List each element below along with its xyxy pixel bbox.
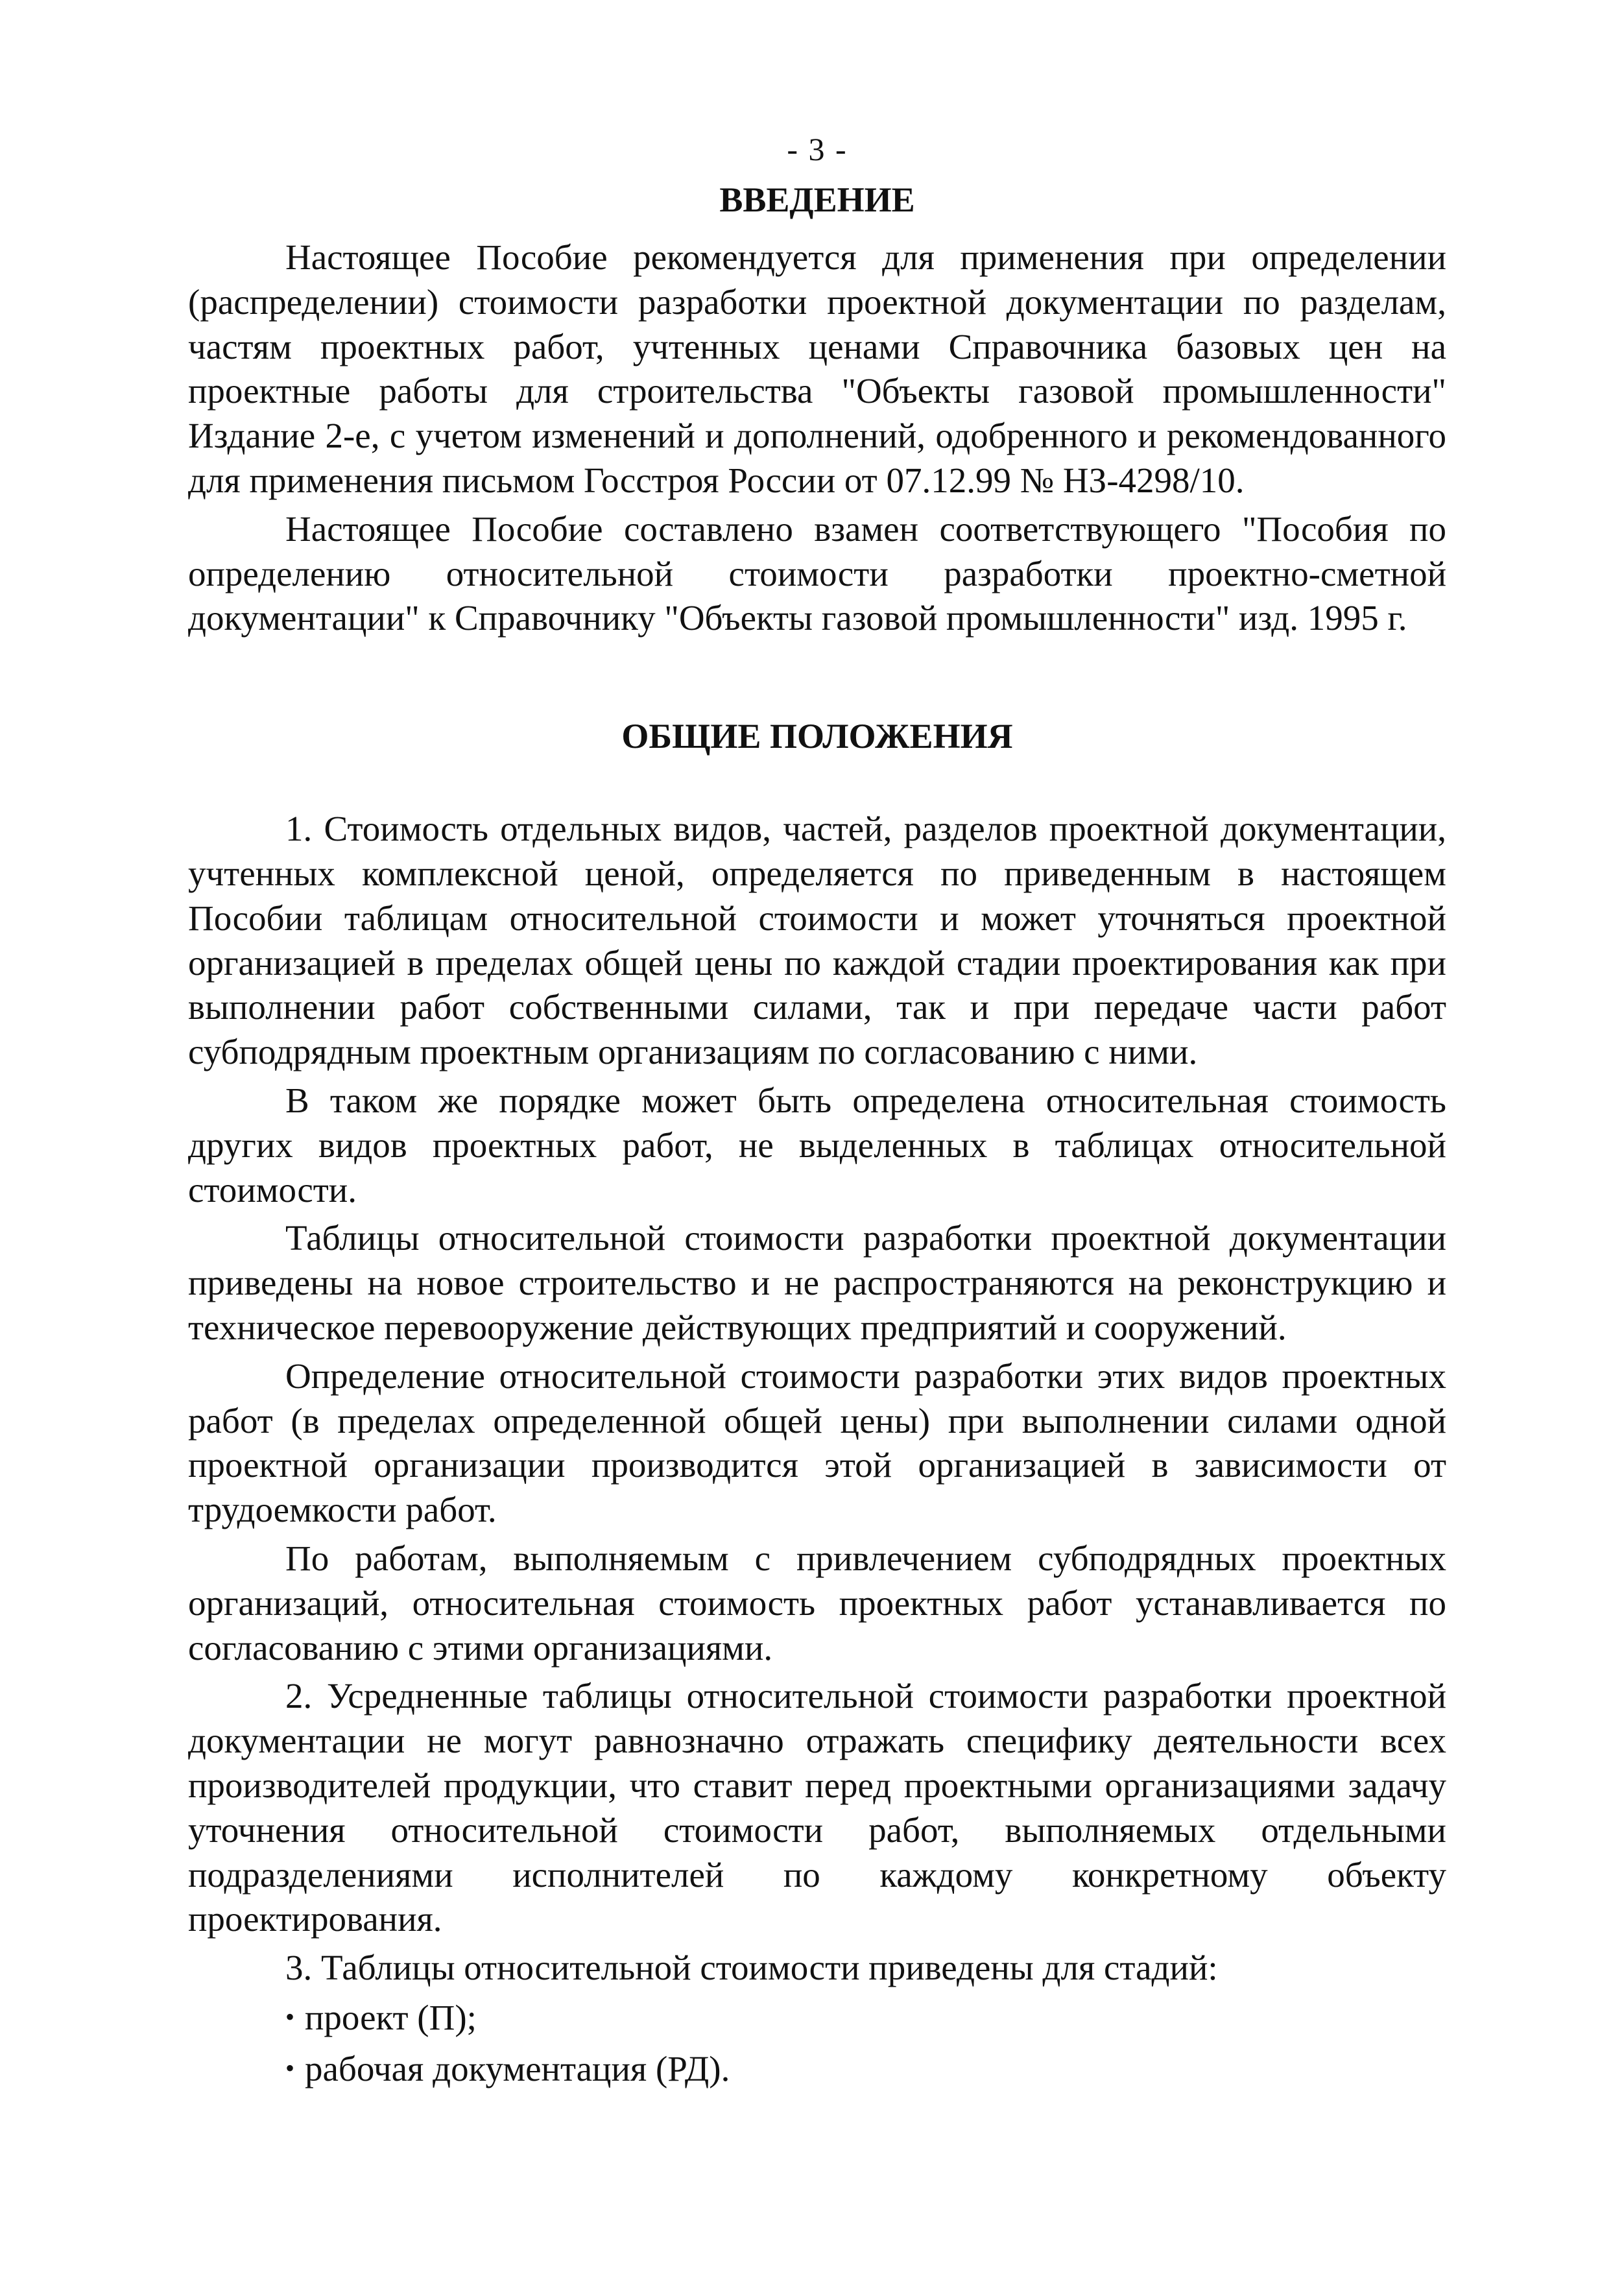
page-number: - 3 -: [787, 131, 848, 167]
general-paragraph: В таком же порядке может быть определена относительная стоимость других видов проектных работ, не выделенных в таблицах относительной стоимости.: [188, 1080, 1446, 1210]
bullet-icon: •: [285, 2053, 295, 2083]
general-paragraph: Таблицы относительной стоимости разработки проектной документации приведены на новое строительство и не распространяются на реконструкцию и техническое перевооружение действующих предприятий и сооружений.: [188, 1218, 1446, 1347]
general-paragraph: Определение относительной стоимости разработки этих видов проектных работ (в пределах определенной общей цены) при выполнении силами одной проектной организации производится этой организацией в зависимости от трудоемкости работ.: [188, 1356, 1446, 1530]
stages-list: [188, 1994, 1446, 2092]
stage-label: рабочая документация (РД).: [305, 2048, 730, 2088]
stage-item: [188, 2046, 1446, 2092]
general-paragraph: 3. Таблицы относительной стоимости приведены для стадий:: [285, 1948, 1218, 1988]
intro-section: [188, 235, 1446, 641]
intro-heading: ВВЕДЕНИЕ: [719, 180, 915, 219]
general-paragraph: 2. Усредненные таблицы относительной стоимости разработки проектной документации не могут равнозначно отражать специфику деятельности всех производителей продукции, что ставит перед проектными организациями задачу уточнения относительной стоимости работ, выполняемых отдельными подразделениями исполнителей по каждому конкретному объекту проектирования.: [188, 1676, 1446, 1939]
intro-paragraph: Настоящее Пособие составлено взамен соответствующего "Пособия по определению относительной стоимости разработки проектно-сметной документации" к Справочнику "Объекты газовой промышленности" изд. 1995 г.: [188, 508, 1446, 638]
stage-item: [188, 1994, 1446, 2040]
general-provisions-section: [188, 807, 1446, 2092]
bullet-icon: •: [285, 2002, 295, 2031]
general-paragraph: 1. Стоимость отдельных видов, частей, разделов проектной документации, учтенных комплексной ценой, определяется по приведенным в настоящем Пособии таблицам относительной стоимости и может уточняться проектной организацией в пределах общей цены по каждой стадии проектирования как при выполнении работ собственными силами, так и при передаче части работ субподрядным проектным организациям по согласованию с ними.: [188, 809, 1446, 1072]
general-provisions-heading: ОБЩИЕ ПОЛОЖЕНИЯ: [621, 717, 1013, 756]
document-page: [188, 126, 1446, 2097]
intro-paragraph: Настоящее Пособие рекомендуется для применения при определении (распределении) стоимости разработки проектной документации по разделам, частям проектных работ, учтенных ценами Справочника базовых цен на проектные работы для строительства "Объекты газовой промышленности" Издание 2-е, с учетом изменений и дополнений, одобренного и рекомендованного для применения письмом Госстроя России от 07.12.99 № НЗ-4298/10.: [188, 237, 1446, 500]
stage-label: проект (П);: [305, 1997, 477, 2037]
general-paragraph: По работам, выполняемым с привлечением субподрядных проектных организаций, относительная стоимость проектных работ устанавливается по согласованию с этими организациями.: [188, 1538, 1446, 1668]
